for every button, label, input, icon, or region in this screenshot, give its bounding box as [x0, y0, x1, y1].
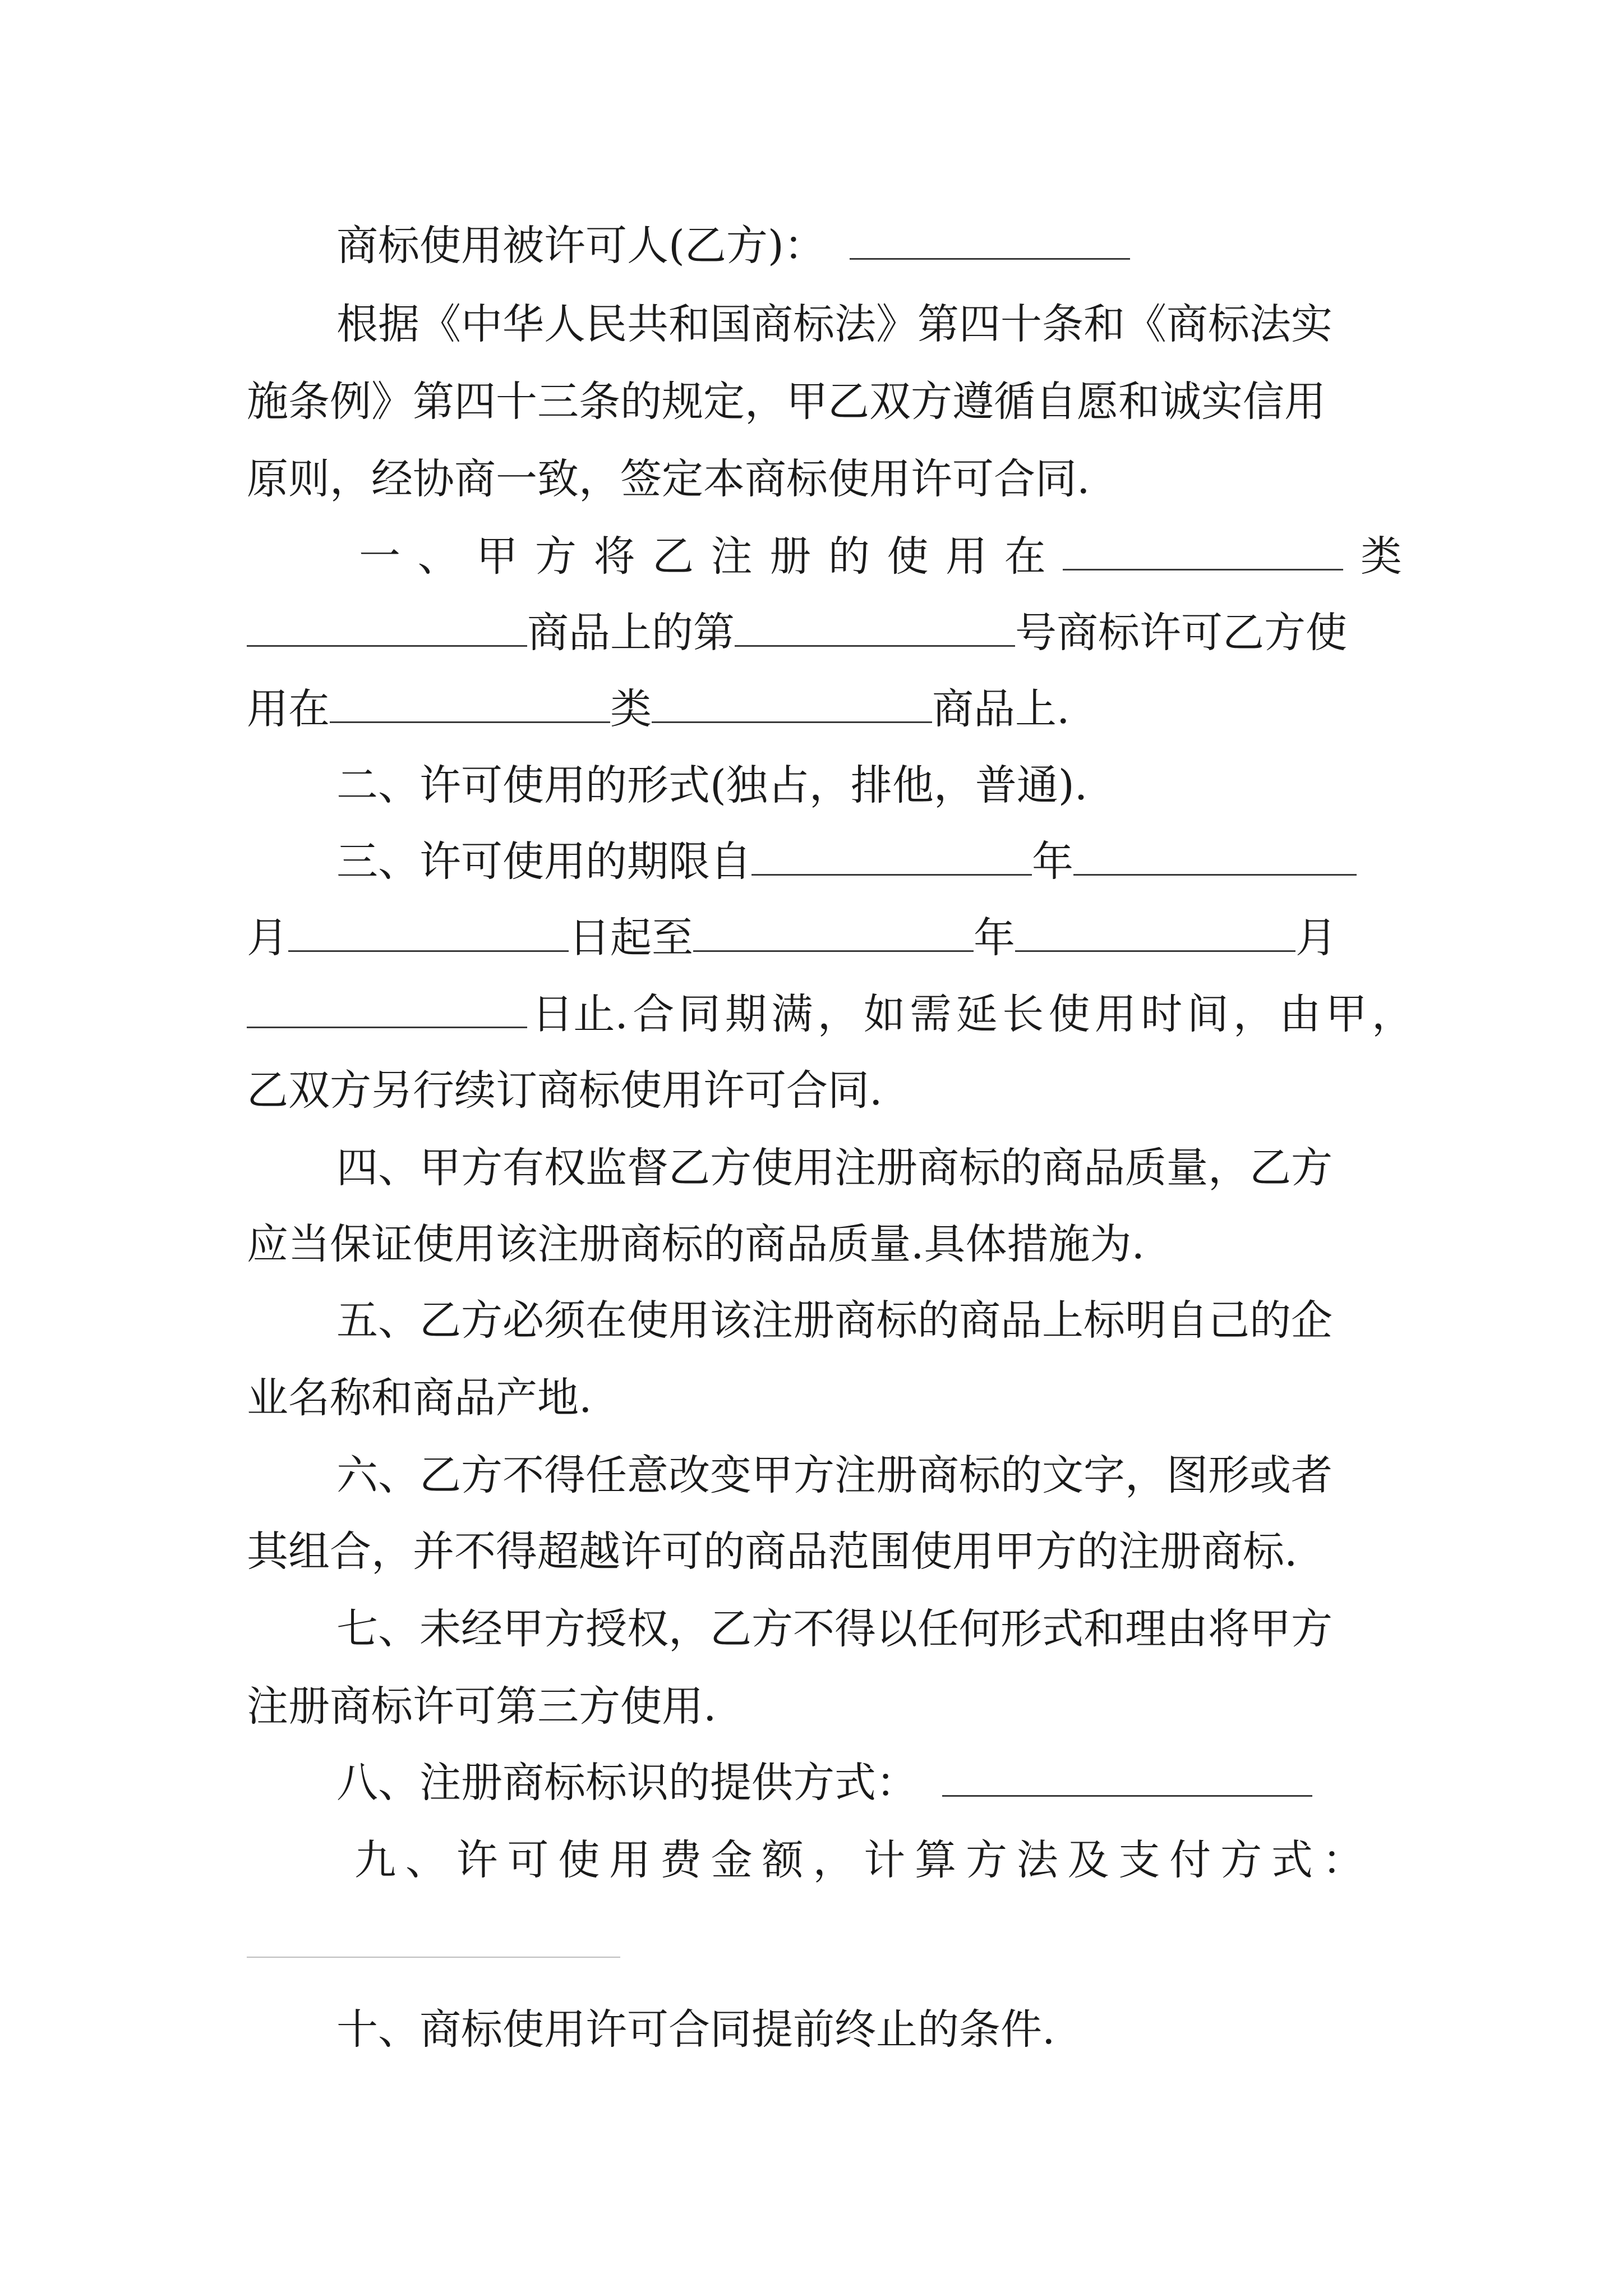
- article-4-line-1: 四、甲方有权监督乙方使用注册商标的商品质量，乙方: [336, 1144, 1332, 1192]
- trademark-number-blank[interactable]: [735, 609, 1015, 647]
- article-3-char: 长: [1002, 990, 1044, 1038]
- article-5-line-2: 业名称和商品产地.: [247, 1374, 592, 1422]
- article-3-line-3: [247, 987, 1413, 1041]
- article-3-char: 间: [1187, 990, 1229, 1038]
- article-3-char: 满: [771, 990, 813, 1038]
- article-1-char: 的: [828, 532, 870, 581]
- article-3-char: 如: [864, 990, 906, 1038]
- article-8-label: 八、注册商标标识的提供方式：: [336, 1759, 917, 1807]
- article-4-line-2: 应当保证使用该注册商标的商品质量.具体措施为.: [247, 1220, 1145, 1268]
- article-7-line-1: 七、未经甲方授权，乙方不得以任何形式和理由将甲方: [336, 1605, 1332, 1653]
- article-9-line: [354, 1833, 1364, 1887]
- article-3-char: 由: [1279, 990, 1321, 1038]
- article-3-char: 期: [725, 990, 767, 1038]
- article-9-char: 可: [507, 1836, 549, 1884]
- article-1-char: 用: [946, 532, 988, 581]
- article-1-end: 商品上.: [932, 685, 1070, 733]
- licensee-blank[interactable]: [850, 222, 1130, 260]
- article-3-yue-2: 月: [1295, 914, 1337, 962]
- article-3-nian: 年: [1032, 838, 1073, 886]
- intro-line-3: 原则，经协商一致，签定本商标使用许可合同.: [247, 455, 1090, 503]
- article-9-char: 算: [915, 1836, 957, 1884]
- article-3-yue: 月: [247, 914, 288, 962]
- article-9-char: 用: [609, 1836, 651, 1884]
- article-3-line-4: 乙双方另行续订商标使用许可合同.: [247, 1066, 883, 1115]
- article-3-char: 使: [1048, 990, 1090, 1038]
- article-1-char: 甲: [476, 532, 518, 581]
- article-3-ri-zhi: 日止.: [532, 990, 628, 1038]
- article-9-char: 方: [1220, 1836, 1262, 1884]
- article-3-char: ，: [1372, 990, 1413, 1038]
- article-9-char: 方: [965, 1836, 1007, 1884]
- article-3-line-2: [247, 911, 1402, 965]
- article-1-line-1: [359, 530, 1402, 583]
- intro-line-2: 施条例》第四十三条的规定，甲乙双方遵循自愿和诚实信用: [247, 378, 1326, 426]
- article-9-char: ：: [1322, 1836, 1364, 1884]
- start-month-blank[interactable]: [1073, 838, 1357, 876]
- article-1-char: 一: [359, 532, 400, 581]
- article-9-char: ，: [813, 1836, 855, 1884]
- article-3-char: 甲: [1325, 990, 1367, 1038]
- article-1-number-text: 号商标许可乙方使: [1015, 609, 1347, 657]
- article-9-char: 许: [456, 1836, 498, 1884]
- article-1-lei: 类: [1360, 532, 1402, 581]
- article-1-usein: 用在: [247, 685, 330, 733]
- article-3-line-1: [336, 835, 1402, 889]
- licensee-line: [336, 219, 1402, 273]
- article-1-line-2: [247, 606, 1402, 660]
- article-1-char: 、: [417, 532, 459, 581]
- article-1-char: 方: [534, 532, 577, 581]
- article-3-start: 三、许可使用的期限自: [336, 838, 751, 886]
- goods-blank[interactable]: [247, 609, 527, 647]
- article-3-char: 延: [956, 990, 998, 1038]
- article-1-char: 乙: [652, 532, 694, 581]
- end-month-blank[interactable]: [1015, 914, 1295, 952]
- article-8-line: [336, 1756, 1402, 1810]
- article-7-line-2: 注册商标许可第三方使用.: [247, 1682, 717, 1731]
- class-number-blank[interactable]: [1063, 533, 1343, 570]
- article-3-ri-qizhi: 日起至: [569, 914, 693, 962]
- licensee-label: 商标使用被许可人(乙方)：: [336, 222, 826, 270]
- article-1-goods-text: 商品上的第: [527, 609, 735, 657]
- end-year-blank[interactable]: [693, 914, 974, 952]
- article-10: 十、商标使用许可合同提前终止的条件.: [336, 2005, 1055, 2054]
- use-goods-blank[interactable]: [652, 685, 932, 723]
- end-day-blank[interactable]: [247, 991, 527, 1028]
- start-day-blank[interactable]: [288, 914, 569, 952]
- article-3-nian-2: 年: [974, 914, 1015, 962]
- article-1-lei-2: 类: [610, 685, 652, 733]
- article-9-char: 费: [660, 1836, 702, 1884]
- article-9-char: 九: [354, 1836, 396, 1884]
- intro-line-1: 根据《中华人民共和国商标法》第四十条和《商标法实: [336, 300, 1332, 348]
- article-6-line-1: 六、乙方不得任意改变甲方注册商标的文字，图形或者: [336, 1451, 1332, 1499]
- logo-supply-blank[interactable]: [942, 1759, 1312, 1797]
- article-6-line-2: 其组合，并不得超越许可的商品范围使用甲方的注册商标.: [247, 1527, 1298, 1576]
- article-9-char: 法: [1016, 1836, 1058, 1884]
- article-9-char: 付: [1169, 1836, 1211, 1884]
- article-9-char: 、: [405, 1836, 447, 1884]
- article-1-char: 册: [769, 532, 811, 581]
- start-year-blank[interactable]: [751, 838, 1032, 876]
- article-9-char: 使: [558, 1836, 600, 1884]
- article-3-char: ，: [817, 990, 859, 1038]
- article-9-char: 额: [762, 1836, 804, 1884]
- article-3-char: 用: [1094, 990, 1136, 1038]
- article-1-char: 在: [1004, 532, 1046, 581]
- article-3-char: 同: [679, 990, 721, 1038]
- article-1-char: 将: [593, 532, 635, 581]
- article-3-char: 时: [1141, 990, 1183, 1038]
- article-9-char: 式: [1271, 1836, 1313, 1884]
- article-1-char: 注: [711, 532, 753, 581]
- article-3-char: 需: [910, 990, 952, 1038]
- article-1-line-3: [247, 682, 1402, 736]
- article-9-char: 支: [1118, 1836, 1160, 1884]
- article-3-char: 合: [633, 990, 675, 1038]
- article-2: 二、许可使用的形式(独占，排他，普通).: [336, 761, 1088, 809]
- fee-answer-blank[interactable]: [247, 1957, 620, 1958]
- article-1-char: 使: [887, 532, 929, 581]
- article-3-char: ，: [1233, 990, 1275, 1038]
- article-9-char: 及: [1067, 1836, 1109, 1884]
- article-5-line-1: 五、乙方必须在使用该注册商标的商品上标明自己的企: [336, 1296, 1332, 1345]
- article-9-char: 计: [864, 1836, 906, 1884]
- article-9-char: 金: [711, 1836, 753, 1884]
- use-class-blank[interactable]: [330, 685, 610, 723]
